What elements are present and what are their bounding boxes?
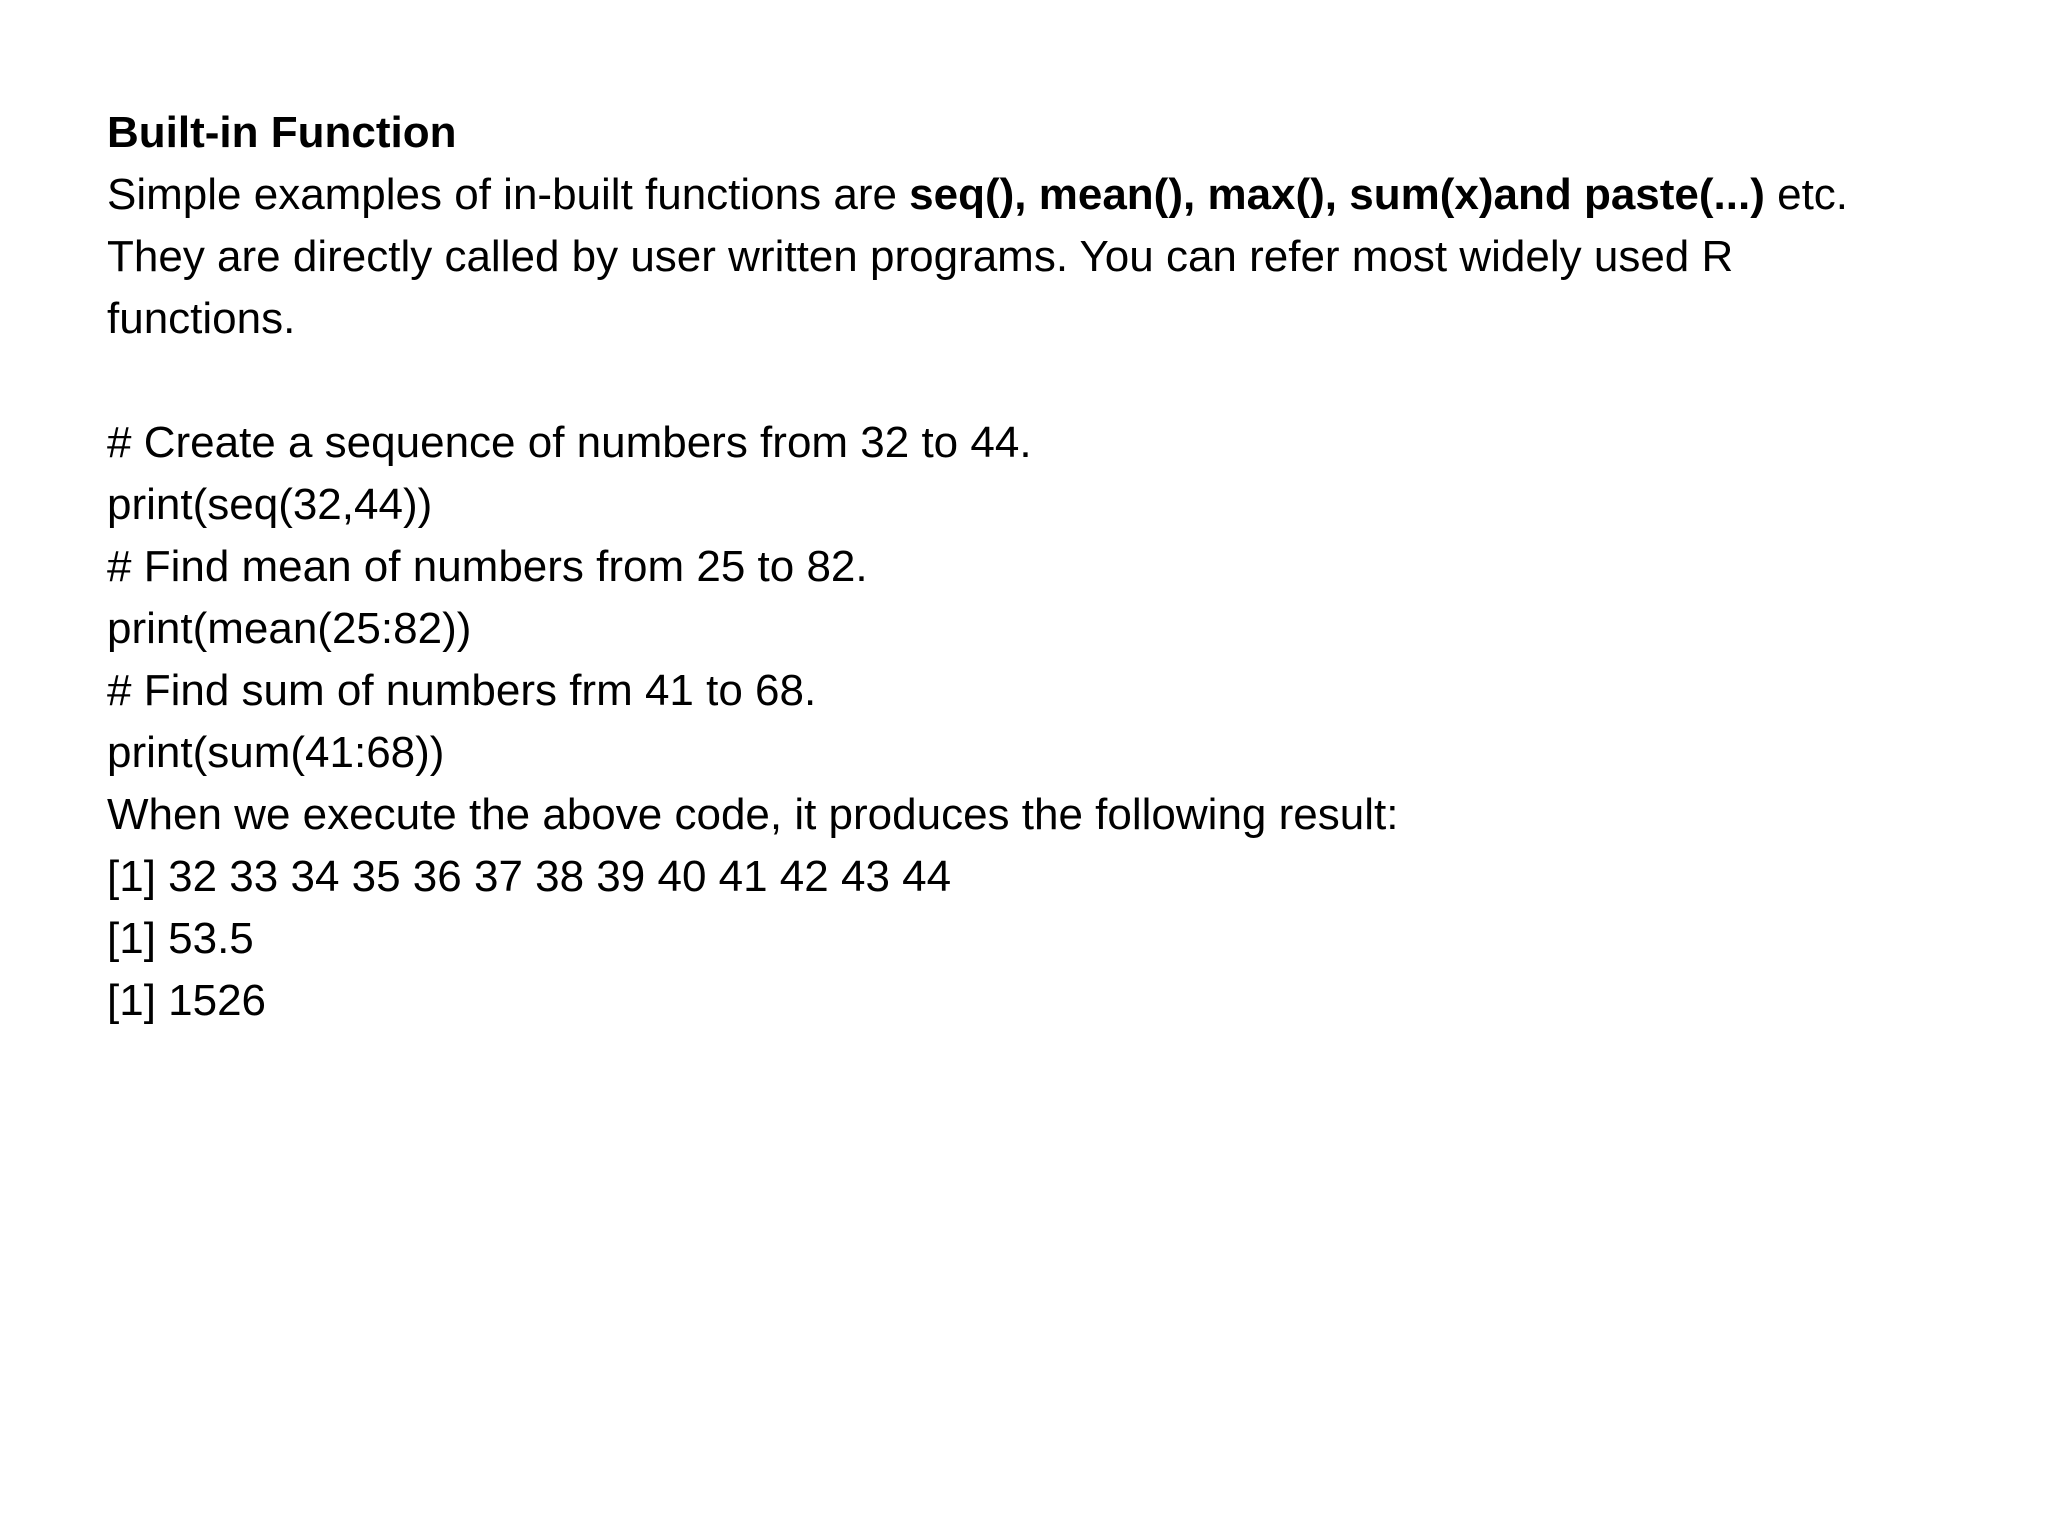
result-mean: [1] 53.5 xyxy=(107,914,254,963)
intro-suffix: etc. xyxy=(1764,170,1849,219)
code-print-seq: print(seq(32,44)) xyxy=(107,480,433,529)
code-comment-mean: # Find mean of numbers from 25 to 82. xyxy=(107,542,868,591)
code-print-sum: print(sum(41:68)) xyxy=(107,728,445,777)
intro-paragraph-line-1 xyxy=(107,164,2007,226)
intro-prefix: Simple examples of in-built functions are xyxy=(107,170,910,219)
result-intro: When we execute the above code, it produces the following result: xyxy=(107,790,1399,839)
intro-function-list: seq(), mean(), max(), sum(x)and paste(...) xyxy=(909,170,1765,219)
code-comment-seq: # Create a sequence of numbers from 32 to 44. xyxy=(107,418,1032,467)
code-print-mean: print(mean(25:82)) xyxy=(107,604,472,653)
document-page xyxy=(107,102,2007,1032)
result-seq: [1] 32 33 34 35 36 37 38 39 40 41 42 43 44 xyxy=(107,852,952,901)
intro-paragraph-line-2: They are directly called by user written programs. You can refer most widely used R xyxy=(107,232,1734,281)
intro-paragraph-line-3: functions. xyxy=(107,294,296,343)
code-comment-sum: # Find sum of numbers frm 41 to 68. xyxy=(107,666,817,715)
result-sum: [1] 1526 xyxy=(107,976,267,1025)
section-heading: Built-in Function xyxy=(107,108,457,157)
paragraph-spacer xyxy=(107,350,2007,412)
